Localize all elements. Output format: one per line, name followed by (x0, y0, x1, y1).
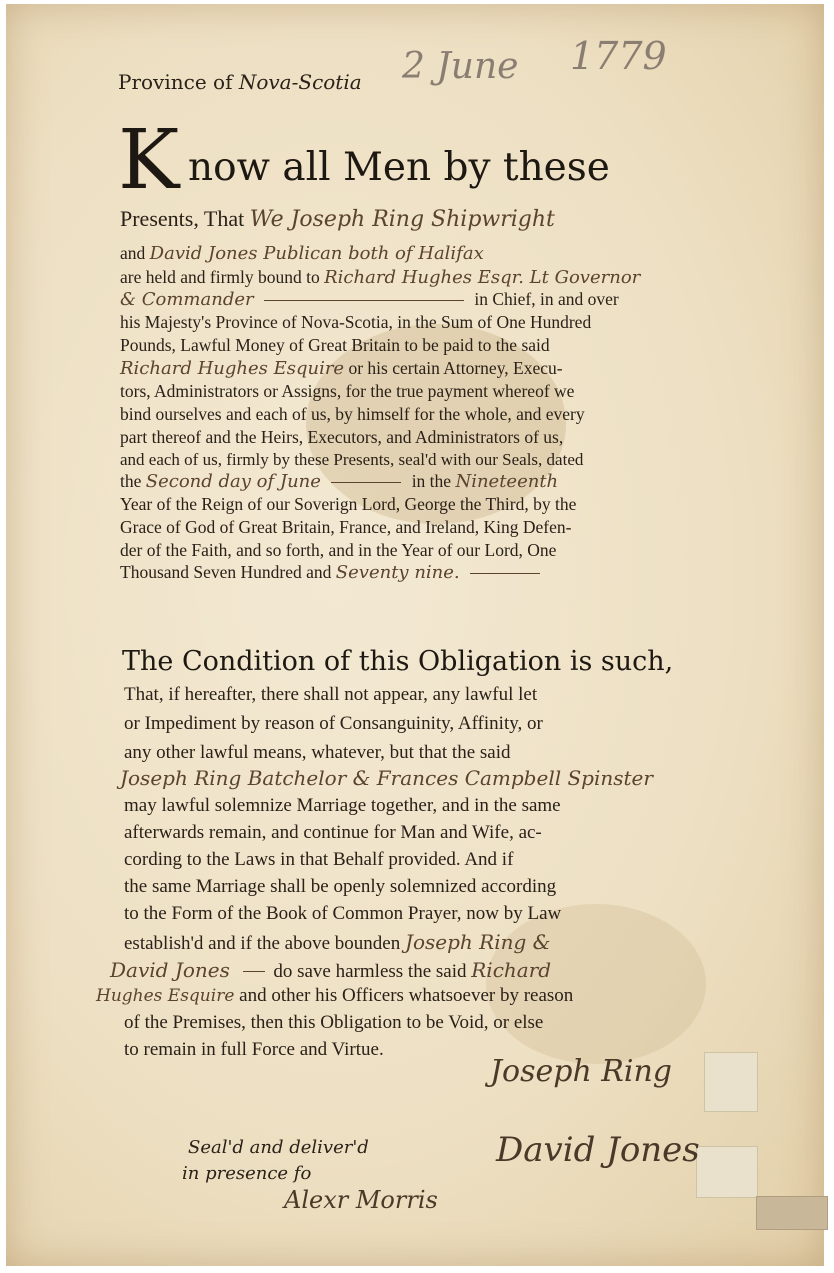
condition-line: afterwards remain, and continue for Man and Wife, ac- (124, 822, 542, 843)
bond-line: & Commander in Chief, in and over (120, 289, 619, 310)
condition-line: or Impediment by reason of Consanguinity, Affinity, or (124, 713, 543, 734)
condition-line: of the Premises, then this Obligation to be Void, or else (124, 1012, 544, 1033)
condition-line: That, if hereafter, there shall not appear, any lawful let (124, 684, 538, 705)
province-heading (118, 70, 362, 94)
condition-line: establish'd and if the above bounden Joseph Ring & (124, 930, 551, 954)
bond-line: Pounds, Lawful Money of Great Britain to be paid to the said (120, 335, 550, 355)
handwritten-date: 2 June (402, 46, 519, 87)
signature-joseph-ring: Joseph Ring (490, 1054, 673, 1089)
bond-line: the Second day of June in the Nineteenth (120, 471, 559, 492)
bond-line: his Majesty's Province of Nova-Scotia, in the Sum of One Hundred (120, 312, 592, 332)
bond-line: and David Jones Publican both of Halifax (120, 243, 484, 264)
signature-david-jones: David Jones (496, 1130, 700, 1170)
bond-line: tors, Administrators or Assigns, for the true payment whereof we (120, 381, 575, 401)
paper-stain (486, 904, 706, 1064)
bond-line: Thousand Seven Hundred and Seventy nine. (120, 562, 540, 583)
condition-line: Hughes Esquire and other his Officers whatsoever by reason (96, 985, 574, 1006)
province-name: Nova-Scotia (238, 70, 362, 94)
torn-corner (756, 1196, 828, 1230)
sealed-delivered-label: Seal'd and deliver'd (188, 1137, 369, 1158)
bond-line: and each of us, firmly by these Presents, seal'd with our Seals, dated (120, 450, 584, 469)
condition-line: the same Marriage shall be openly solemnized according (124, 876, 557, 897)
bond-line: der of the Faith, and so forth, and in the Year of our Lord, One (120, 540, 557, 560)
bond-line: Grace of God of Great Britain, France, and Ireland, King Defen- (120, 517, 572, 537)
condition-line: any other lawful means, whatever, but that the said (124, 742, 511, 763)
seal-paper-tab (696, 1146, 758, 1198)
province-prefix: Province of (118, 70, 233, 94)
drop-cap: K (118, 113, 180, 208)
condition-line: Joseph Ring Batchelor & Frances Campbell Spinster (120, 766, 653, 790)
condition-line: may lawful solemnize Marriage together, and in the same (124, 795, 561, 816)
bond-line: bind ourselves and each of us, by himself for the whole, and every (120, 404, 585, 424)
bond-line: Richard Hughes Esquire or his certain Attorney, Execu- (120, 358, 563, 379)
condition-line: to remain in full Force and Virtue. (124, 1039, 384, 1060)
bond-line: are held and firmly bound to Richard Hughes Esqr. Lt Governor (120, 267, 641, 288)
condition-line: David Jones do save harmless the said Richard (110, 958, 552, 982)
bond-line: Year of the Reign of our Soverign Lord, George the Third, by the (120, 494, 577, 514)
seal-paper-tab (704, 1052, 758, 1112)
bond-line: part thereof and the Heirs, Executors, and Administrators of us, (120, 427, 564, 447)
handwritten-year: 1779 (570, 34, 667, 78)
bond-title: now all Men by these (188, 145, 610, 190)
condition-heading: The Condition of this Obligation is such, (122, 646, 674, 677)
condition-line: to the Form of the Book of Common Prayer, now by Law (124, 903, 562, 924)
in-presence-label: in presence fo (182, 1163, 312, 1184)
condition-line: cording to the Laws in that Behalf provided. And if (124, 849, 514, 870)
witness-signature: Alexr Morris (284, 1186, 438, 1214)
bond-line: Presents, That We Joseph Ring Shipwright (120, 206, 555, 232)
